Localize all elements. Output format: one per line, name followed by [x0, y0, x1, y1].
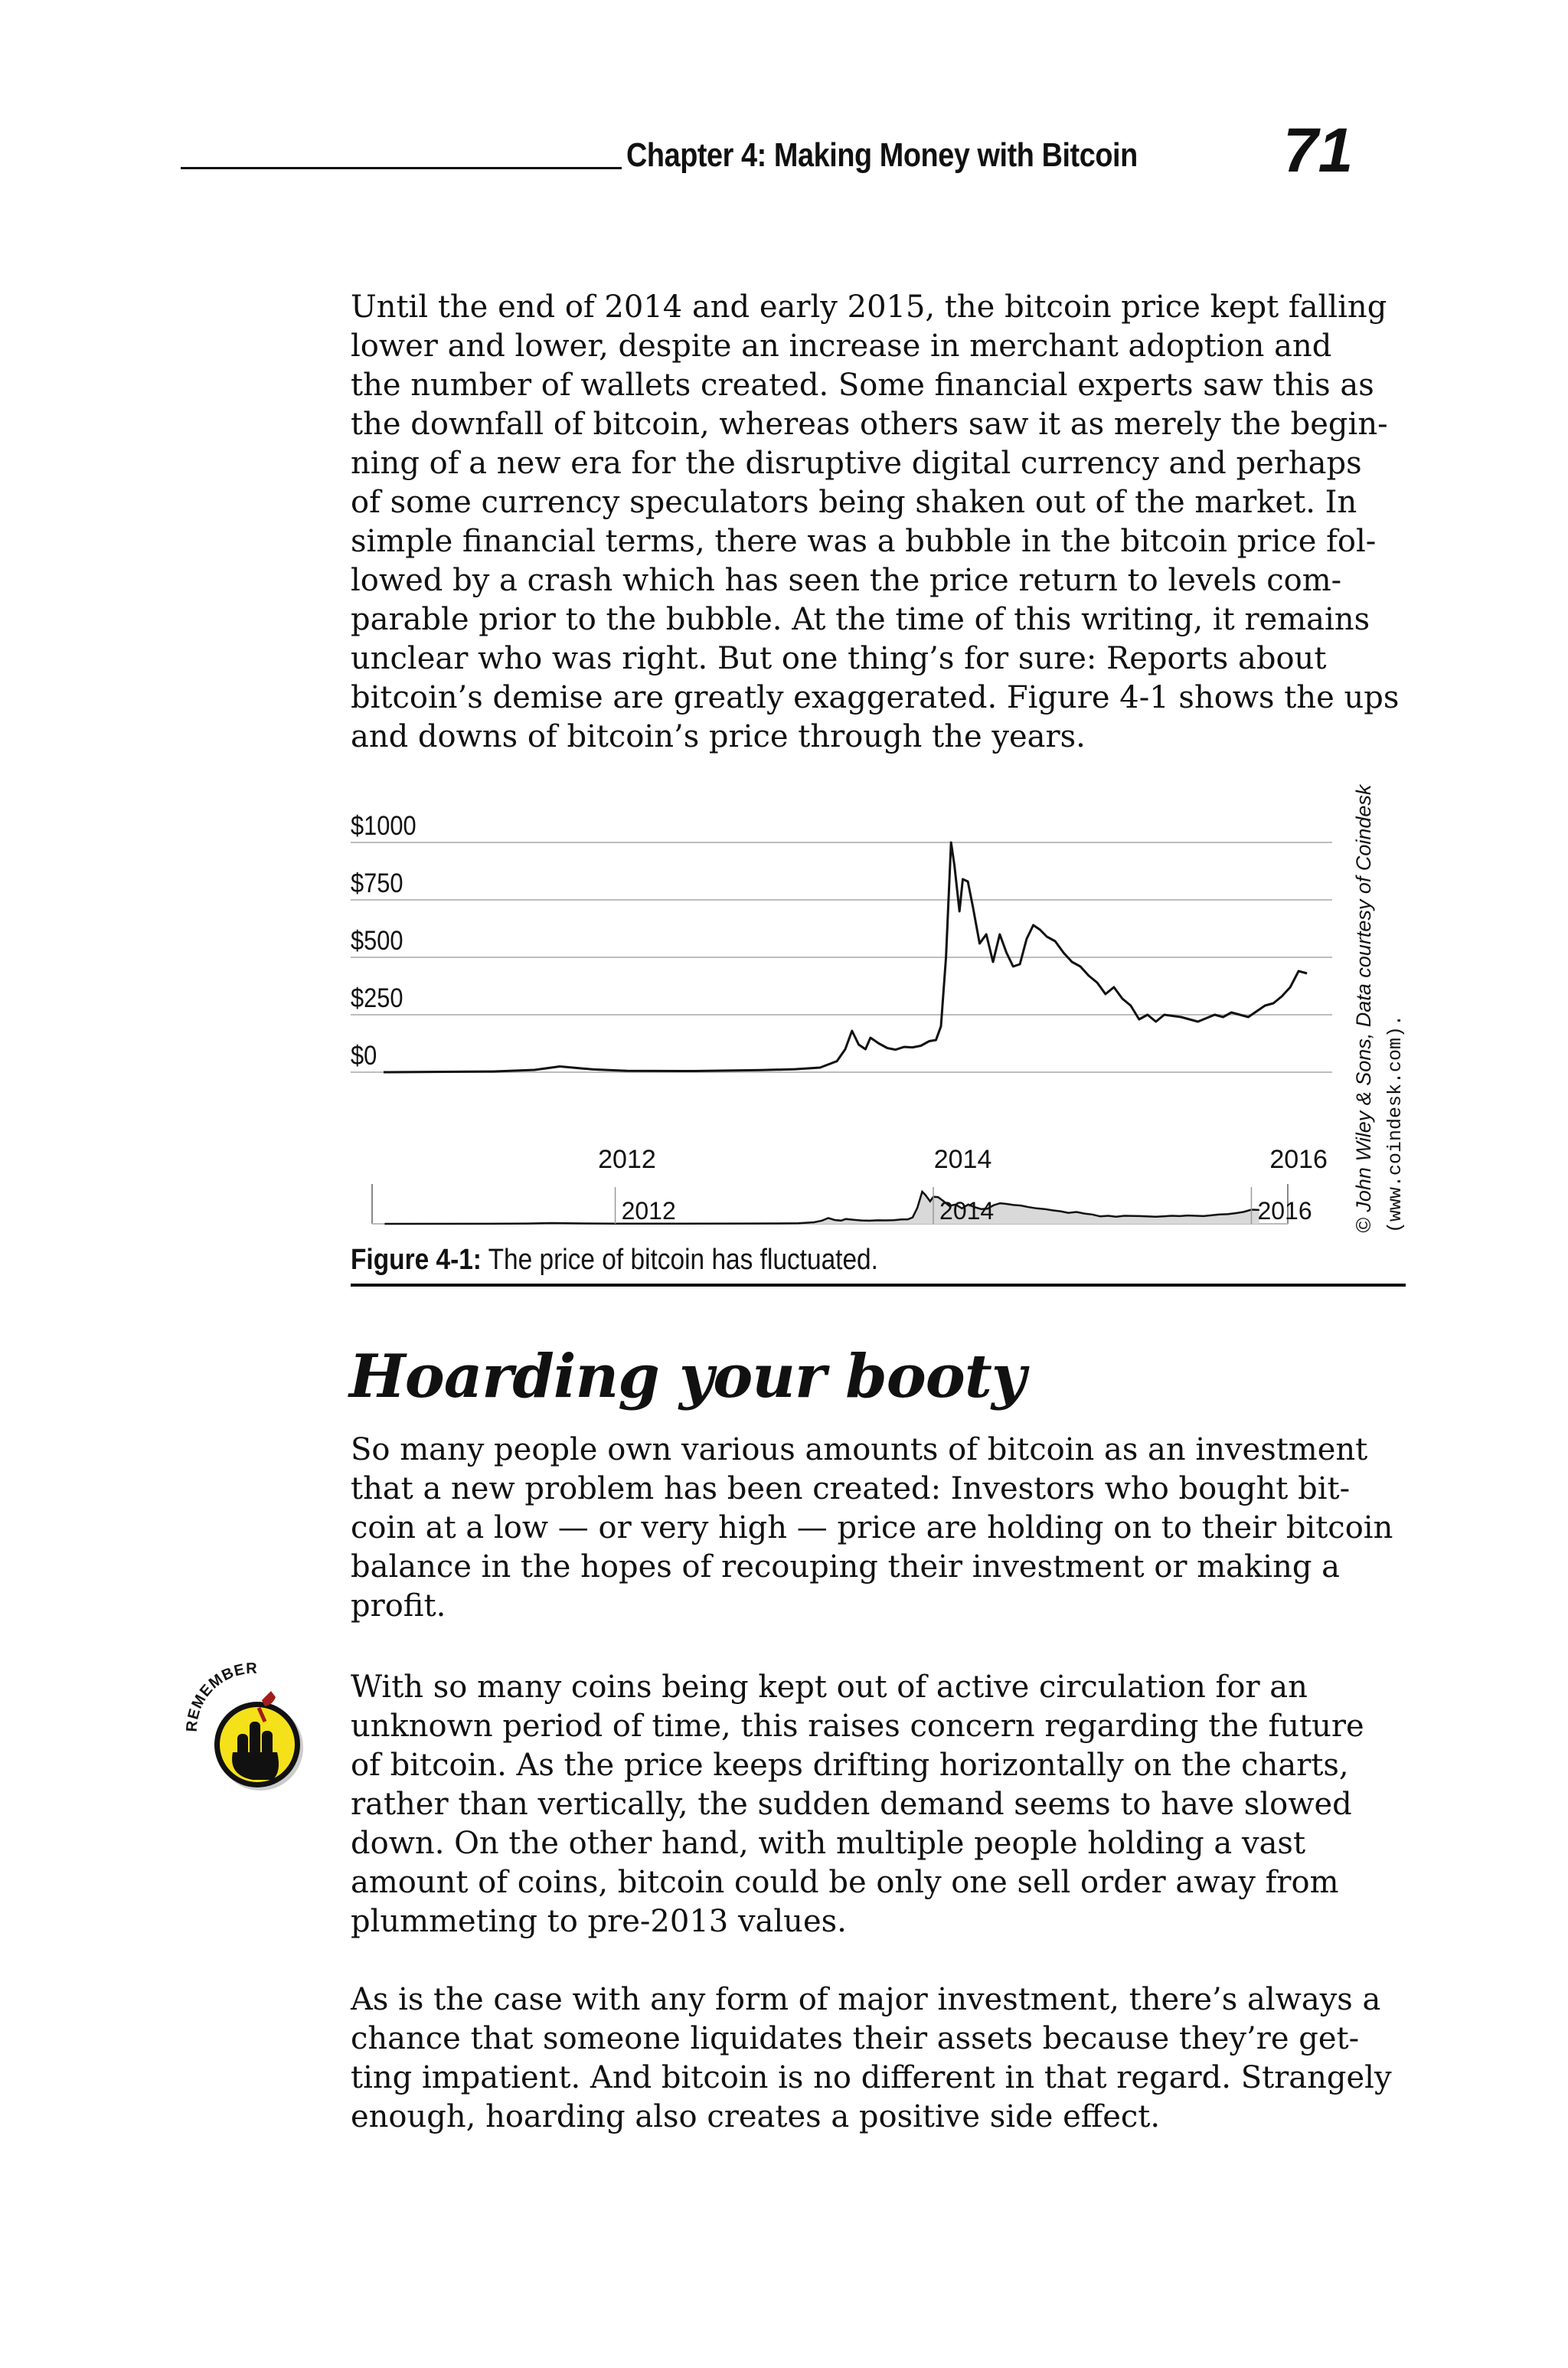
- y-tick-label: $750: [351, 868, 403, 898]
- text-line: amount of coins, bitcoin could be only one sell order away from: [351, 1865, 1339, 1900]
- text-line: of some currency speculators being shaken out of the market. In: [351, 485, 1357, 520]
- figure-caption: [351, 1244, 878, 1277]
- y-tick-label: $250: [351, 983, 403, 1013]
- text-line: bitcoin’s demise are greatly exaggerated. Figure 4-1 shows the ups: [351, 680, 1400, 715]
- text-line: unknown period of time, this raises concern regarding the future: [351, 1709, 1364, 1744]
- text-line: lowed by a crash which has seen the price return to levels com-: [351, 563, 1342, 598]
- x-axis-labels: [598, 1145, 1328, 1174]
- x-tick-label: 2016: [1269, 1145, 1328, 1174]
- price-chart: [337, 804, 1424, 1294]
- text-line: rather than vertically, the sudden demand seems to have slowed: [351, 1787, 1352, 1822]
- header-rule: [181, 167, 622, 169]
- credit-line-2: (www.coindesk.com).: [1384, 1014, 1406, 1233]
- text-line: coin at a low — or very high — price are holding on to their bitcoin: [351, 1510, 1393, 1545]
- caption-rule: [351, 1284, 1406, 1287]
- figure-credit: [1348, 784, 1568, 1233]
- text-line: ning of a new era for the disruptive digital currency and perhaps: [351, 446, 1362, 481]
- text-line: chance that someone liquidates their assets because they’re get-: [351, 2021, 1360, 2056]
- text-line: plummeting to pre-2013 values.: [351, 1904, 847, 1939]
- text-line: enough, hoarding also creates a positive side effect.: [351, 2099, 1161, 2134]
- string-bow: [262, 1691, 276, 1706]
- section-heading: Hoarding your booty: [349, 1342, 1026, 1411]
- figure-caption-text: The price of bitcoin has fluctuated.: [481, 1244, 878, 1276]
- remember-icon: [182, 1660, 325, 1803]
- text-line: that a new problem has been created: Investors who bought bit-: [351, 1471, 1351, 1506]
- y-tick-label: $1000: [351, 810, 416, 841]
- page-number: 71: [1283, 116, 1354, 185]
- text-line: balance in the hopes of recouping their investment or making a: [351, 1549, 1340, 1585]
- navigator-tick-label: 2016: [1257, 1197, 1312, 1225]
- text-line: Until the end of 2014 and early 2015, the bitcoin price kept falling: [351, 289, 1387, 325]
- intro-paragraph: [351, 288, 1423, 757]
- figure-4-1: [337, 804, 1424, 1294]
- y-tick-label: $500: [351, 925, 403, 956]
- hoarding-paragraph-3: [351, 1980, 1423, 2137]
- text-line: lower and lower, despite an increase in merchant adoption and: [351, 329, 1332, 364]
- text-line: With so many coins being kept out of active circulation for an: [351, 1670, 1308, 1705]
- hoarding-paragraph-2: [351, 1668, 1423, 1941]
- text-line: simple financial terms, there was a bubble in the bitcoin price fol-: [351, 524, 1377, 559]
- hoarding-paragraph-1: [351, 1431, 1423, 1626]
- chart-gridlines: [351, 842, 1332, 1072]
- chapter-title: Chapter 4: Making Money with Bitcoin: [626, 136, 1138, 174]
- text-line: the downfall of bitcoin, whereas others saw it as merely the begin-: [351, 407, 1388, 442]
- remember-label: REMEMBER: [183, 1660, 258, 1733]
- text-line: unclear who was right. But one thing’s for sure: Reports about: [351, 641, 1327, 676]
- text-line: and downs of bitcoin’s price through the years.: [351, 719, 1086, 754]
- x-tick-label: 2014: [933, 1145, 992, 1174]
- y-tick-label: $0: [351, 1040, 377, 1071]
- navigator-tick-label: 2014: [939, 1197, 995, 1225]
- text-line: profit.: [351, 1588, 446, 1624]
- x-tick-label: 2012: [598, 1145, 656, 1174]
- range-navigator: [372, 1184, 1312, 1225]
- text-line: of bitcoin. As the price keeps drifting horizontally on the charts,: [351, 1748, 1349, 1783]
- text-line: down. On the other hand, with multiple people holding a vast: [351, 1826, 1306, 1861]
- text-line: ting impatient. And bitcoin is no different in that regard. Strangely: [351, 2060, 1392, 2095]
- navigator-tick-label: 2012: [621, 1197, 676, 1225]
- y-axis-labels: [351, 810, 416, 1070]
- navigator-area: [384, 1192, 1259, 1224]
- text-line: As is the case with any form of major investment, there’s always a: [351, 1982, 1381, 2017]
- text-line: the number of wallets created. Some financial experts saw this as: [351, 368, 1374, 403]
- figure-caption-label: Figure 4-1:: [351, 1244, 482, 1276]
- text-line: parable prior to the bubble. At the time of this writing, it remains: [351, 602, 1370, 637]
- credit-line-1: © John Wiley & Sons, Data courtesy of Coindesk: [1352, 784, 1375, 1233]
- text-line: So many people own various amounts of bitcoin as an investment: [351, 1432, 1368, 1467]
